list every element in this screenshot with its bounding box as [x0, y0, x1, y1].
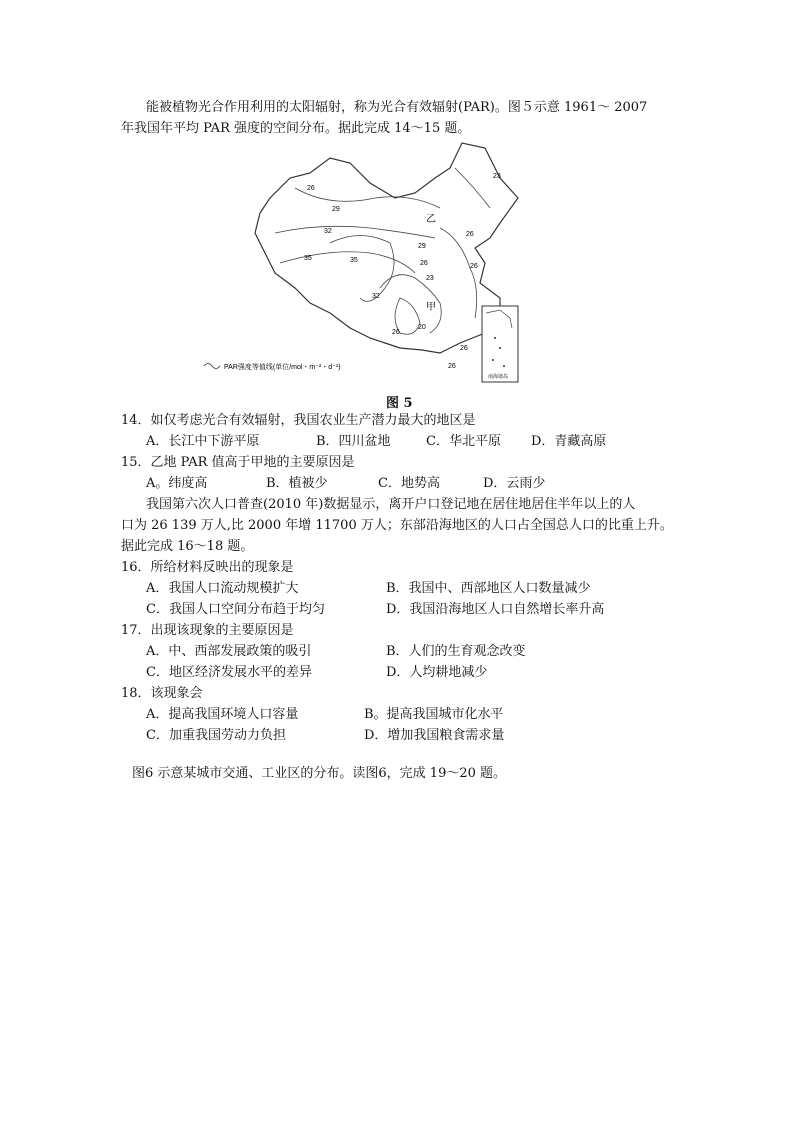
contour-label: 32 [372, 293, 380, 300]
intro2-line-3: 据此完成 16～18 题。 [121, 539, 254, 554]
q17-stem: 17．出现该现象的主要原因是 [121, 623, 294, 638]
contour-line [280, 252, 415, 273]
contour-label: 26 [470, 263, 478, 270]
q14-option-b: B．四川盆地 [316, 434, 391, 449]
contour-label: 20 [418, 324, 426, 331]
inset-label: 南海诸岛 [488, 374, 509, 380]
contour-label: 32 [324, 228, 332, 235]
contour-line [275, 226, 435, 238]
q15-option-b: B．植被少 [266, 476, 328, 491]
q15-option-c: C．地势高 [378, 476, 440, 491]
contour-line [455, 168, 490, 208]
contour-line [330, 236, 394, 302]
contour-line [440, 228, 477, 318]
contour-label: 26 [420, 260, 428, 267]
q16-option-c: C．我国人口空间分布趋于均匀 [146, 602, 325, 617]
place-label-yi: 乙 [426, 214, 436, 225]
contour-label: 26 [466, 231, 474, 238]
q14-option-c: C．华北平原 [426, 434, 501, 449]
q16-option-b: B．我国中、西部地区人口数量减少 [386, 581, 591, 596]
place-label-jia: 甲 [426, 302, 436, 313]
contour-label: 23 [426, 275, 434, 282]
contour-label: 26 [307, 185, 315, 192]
q15-stem: 15．乙地 PAR 值高于甲地的主要原因是 [121, 455, 355, 470]
figure-caption: 图 5 [386, 396, 413, 411]
par-map-figure [200, 138, 520, 384]
q14-stem: 14．如仅考虑光合有效辐射，我国农业生产潜力最大的地区是 [121, 413, 476, 428]
legend-isoline-icon [204, 364, 220, 369]
q17-option-a: A．中、西部发展政策的吸引 [146, 644, 312, 659]
south-china-sea-inset [482, 306, 518, 382]
contour-label: 35 [350, 257, 358, 264]
q16-stem: 16．所给材料反映出的现象是 [121, 560, 294, 575]
q16-option-a: A．我国人口流动规模扩大 [146, 581, 299, 596]
q18-option-d: D．增加我国粮食需求量 [364, 728, 505, 743]
contour-label: 35 [304, 255, 312, 262]
contour-label: 26 [392, 329, 400, 336]
q18-option-a: A．提高我国环境人口容量 [146, 707, 299, 722]
contour-label: 29 [418, 243, 426, 250]
intro-line-1: 能被植物光合作用利用的太阳辐射，称为光合有效辐射(PAR)。图５示意 1961～ 2007 [146, 100, 648, 115]
q16-option-d: D．我国沿海地区人口自然增长率升高 [386, 602, 605, 617]
contour-label: 26 [460, 345, 468, 352]
contour-label: 26 [448, 363, 456, 370]
intro3-line-1: 图6 示意某城市交通、工业区的分布。读图6，完成 19～20 题。 [132, 766, 507, 781]
q17-option-d: D．人均耕地减少 [386, 665, 488, 680]
q17-option-c: C．地区经济发展水平的差异 [146, 665, 312, 680]
q18-option-c: C．加重我国劳动力负担 [146, 728, 286, 743]
contour-label: 29 [332, 206, 340, 213]
intro2-line-2: 口为 26 139 万人,比 2000 年增 11700 万人；东部沿海地区的人口占全国总人口的比重上升。 [121, 518, 673, 533]
q18-option-b: B。提高我国城市化水平 [364, 707, 504, 722]
q17-option-b: B．人们的生育观念改变 [386, 644, 526, 659]
map-legend: PAR强度等值线(单位/mol・m⁻²・d⁻¹) [224, 364, 341, 371]
china-outline [255, 143, 518, 353]
q14-option-a: A．长江中下游平原 [146, 434, 260, 449]
intro2-line-1: 我国第六次人口普查(2010 年)数据显示，离开户口登记地在居住地居住半年以上的人 [146, 497, 636, 512]
q15-option-d: D．云雨少 [483, 476, 546, 491]
intro-line-2: 年我国年平均 PAR 强度的空间分布。据此完成 14～15 题。 [121, 121, 471, 136]
q14-option-d: D．青藏高原 [531, 434, 607, 449]
q15-option-a: A。纬度高 [146, 476, 208, 491]
contour-label: 23 [493, 173, 501, 180]
q18-stem: 18．该现象会 [121, 686, 203, 701]
